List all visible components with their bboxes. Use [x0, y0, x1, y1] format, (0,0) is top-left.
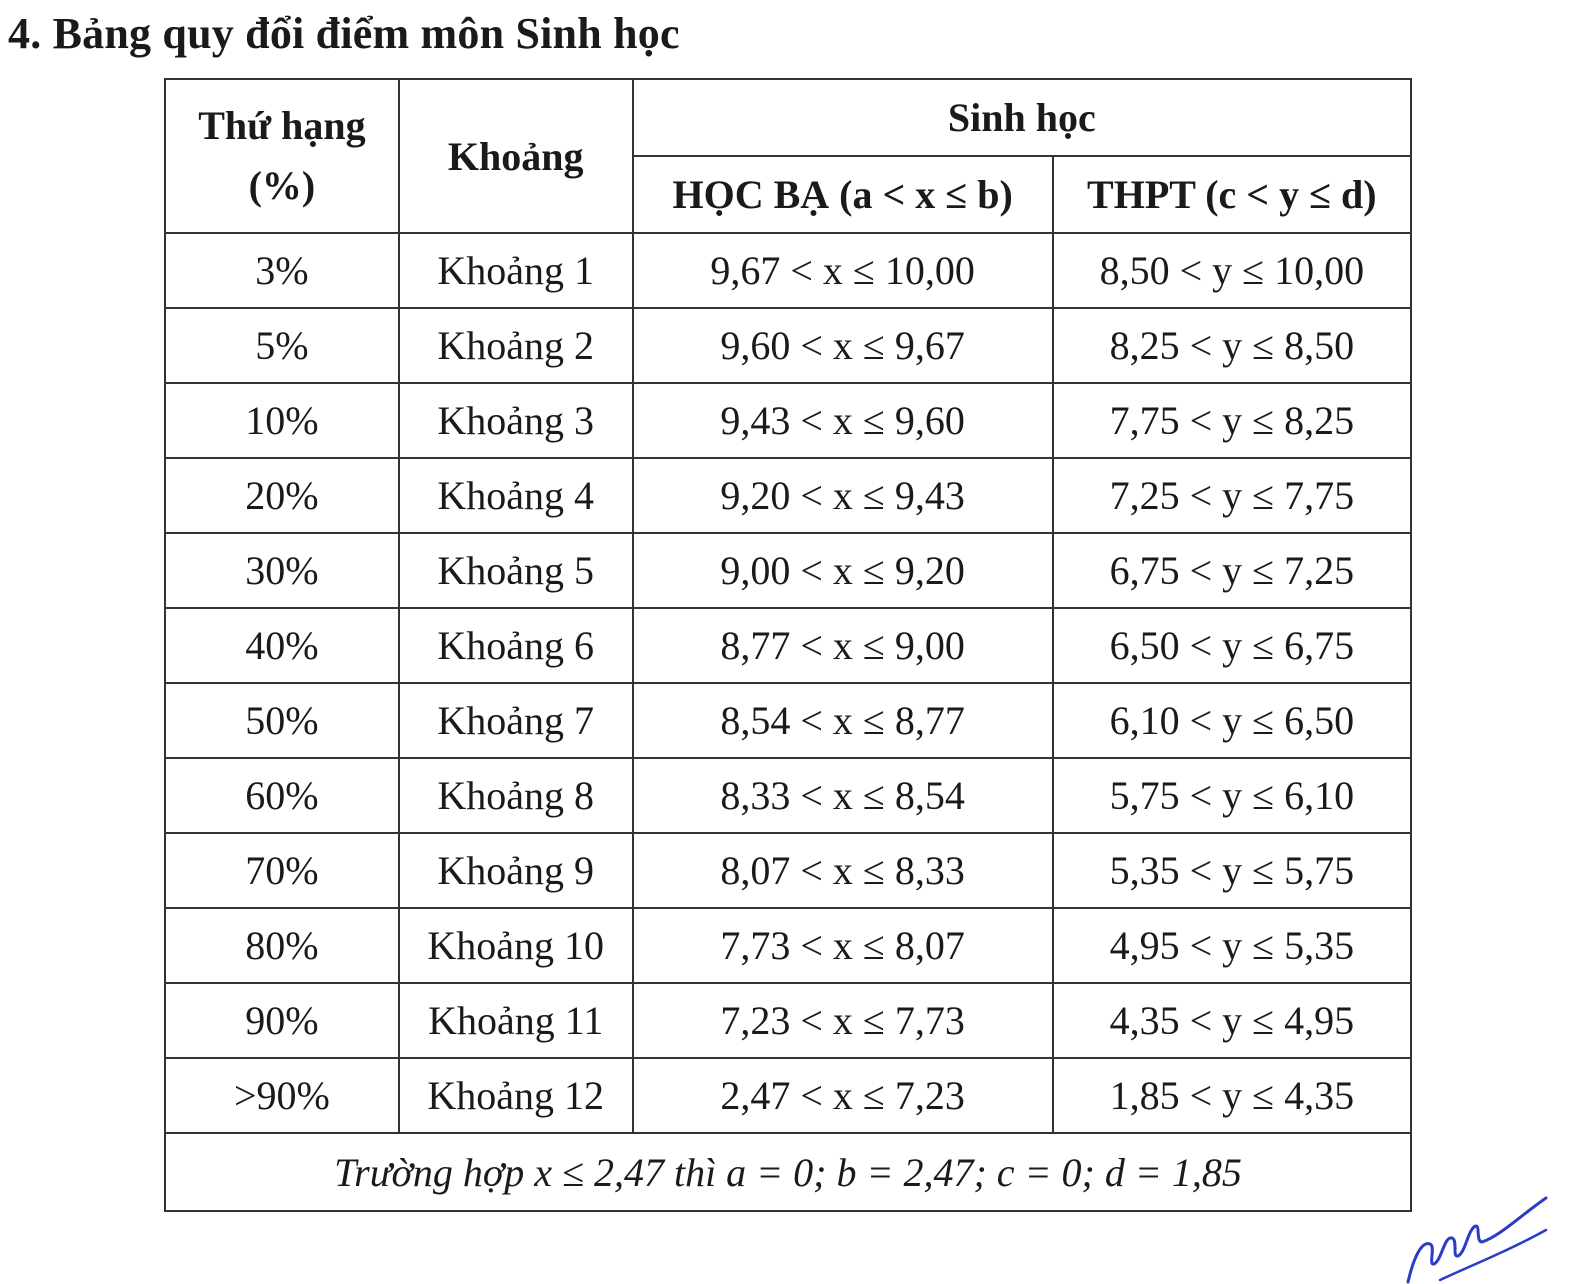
cell-range: Khoảng 12: [399, 1058, 633, 1133]
cell-rank: 3%: [165, 233, 399, 308]
cell-hocba: 8,07 < x ≤ 8,33: [633, 833, 1053, 908]
table-row: [165, 233, 1411, 308]
cell-range: Khoảng 5: [399, 533, 633, 608]
cell-thpt: 4,35 < y ≤ 4,95: [1053, 983, 1411, 1058]
cell-rank: 80%: [165, 908, 399, 983]
cell-hocba: 7,23 < x ≤ 7,73: [633, 983, 1053, 1058]
cell-hocba: 8,33 < x ≤ 8,54: [633, 758, 1053, 833]
header-row: [165, 79, 1411, 156]
cell-rank: 40%: [165, 608, 399, 683]
table-row: [165, 533, 1411, 608]
cell-rank: 5%: [165, 308, 399, 383]
header-range: Khoảng: [399, 79, 633, 233]
signature: [1400, 1186, 1550, 1284]
cell-range: Khoảng 3: [399, 383, 633, 458]
footnote: Trường hợp x ≤ 2,47 thì a = 0; b = 2,47; c = 0; d = 1,85: [165, 1133, 1411, 1211]
table-row: [165, 983, 1411, 1058]
cell-thpt: 8,25 < y ≤ 8,50: [1053, 308, 1411, 383]
table-row: [165, 608, 1411, 683]
cell-range: Khoảng 10: [399, 908, 633, 983]
cell-thpt: 7,25 < y ≤ 7,75: [1053, 458, 1411, 533]
table-row: [165, 683, 1411, 758]
cell-hocba: 8,54 < x ≤ 8,77: [633, 683, 1053, 758]
table-row: [165, 383, 1411, 458]
table-row: [165, 308, 1411, 383]
cell-range: Khoảng 7: [399, 683, 633, 758]
cell-thpt: 4,95 < y ≤ 5,35: [1053, 908, 1411, 983]
cell-rank: 50%: [165, 683, 399, 758]
cell-thpt: 6,10 < y ≤ 6,50: [1053, 683, 1411, 758]
footnote-row: [165, 1133, 1411, 1211]
table-row: [165, 458, 1411, 533]
table-row: [165, 1058, 1411, 1133]
cell-hocba: 9,67 < x ≤ 10,00: [633, 233, 1053, 308]
cell-hocba: 9,20 < x ≤ 9,43: [633, 458, 1053, 533]
table-row: [165, 833, 1411, 908]
cell-thpt: 7,75 < y ≤ 8,25: [1053, 383, 1411, 458]
cell-hocba: 9,60 < x ≤ 9,67: [633, 308, 1053, 383]
score-conversion-table: [164, 78, 1412, 1212]
cell-range: Khoảng 9: [399, 833, 633, 908]
cell-rank: 20%: [165, 458, 399, 533]
cell-rank: 90%: [165, 983, 399, 1058]
cell-thpt: 1,85 < y ≤ 4,35: [1053, 1058, 1411, 1133]
cell-thpt: 6,50 < y ≤ 6,75: [1053, 608, 1411, 683]
header-thpt: THPT (c < y ≤ d): [1053, 156, 1411, 233]
cell-range: Khoảng 6: [399, 608, 633, 683]
cell-hocba: 7,73 < x ≤ 8,07: [633, 908, 1053, 983]
cell-hocba: 9,00 < x ≤ 9,20: [633, 533, 1053, 608]
cell-thpt: 8,50 < y ≤ 10,00: [1053, 233, 1411, 308]
cell-rank: 10%: [165, 383, 399, 458]
table-row: [165, 758, 1411, 833]
header-subject: Sinh học: [633, 79, 1411, 156]
header-hocba: HỌC BẠ (a < x ≤ b): [633, 156, 1053, 233]
cell-rank: 70%: [165, 833, 399, 908]
cell-range: Khoảng 4: [399, 458, 633, 533]
cell-rank: 30%: [165, 533, 399, 608]
cell-hocba: 8,77 < x ≤ 9,00: [633, 608, 1053, 683]
cell-rank: 60%: [165, 758, 399, 833]
cell-thpt: 5,75 < y ≤ 6,10: [1053, 758, 1411, 833]
cell-rank: >90%: [165, 1058, 399, 1133]
cell-range: Khoảng 11: [399, 983, 633, 1058]
page-title: 4. Bảng quy đổi điểm môn Sinh học: [8, 9, 680, 58]
cell-hocba: 2,47 < x ≤ 7,23: [633, 1058, 1053, 1133]
cell-range: Khoảng 8: [399, 758, 633, 833]
table-row: [165, 908, 1411, 983]
cell-range: Khoảng 1: [399, 233, 633, 308]
cell-range: Khoảng 2: [399, 308, 633, 383]
cell-hocba: 9,43 < x ≤ 9,60: [633, 383, 1053, 458]
cell-thpt: 5,35 < y ≤ 5,75: [1053, 833, 1411, 908]
header-rank: Thứ hạng (%): [165, 79, 399, 233]
cell-thpt: 6,75 < y ≤ 7,25: [1053, 533, 1411, 608]
